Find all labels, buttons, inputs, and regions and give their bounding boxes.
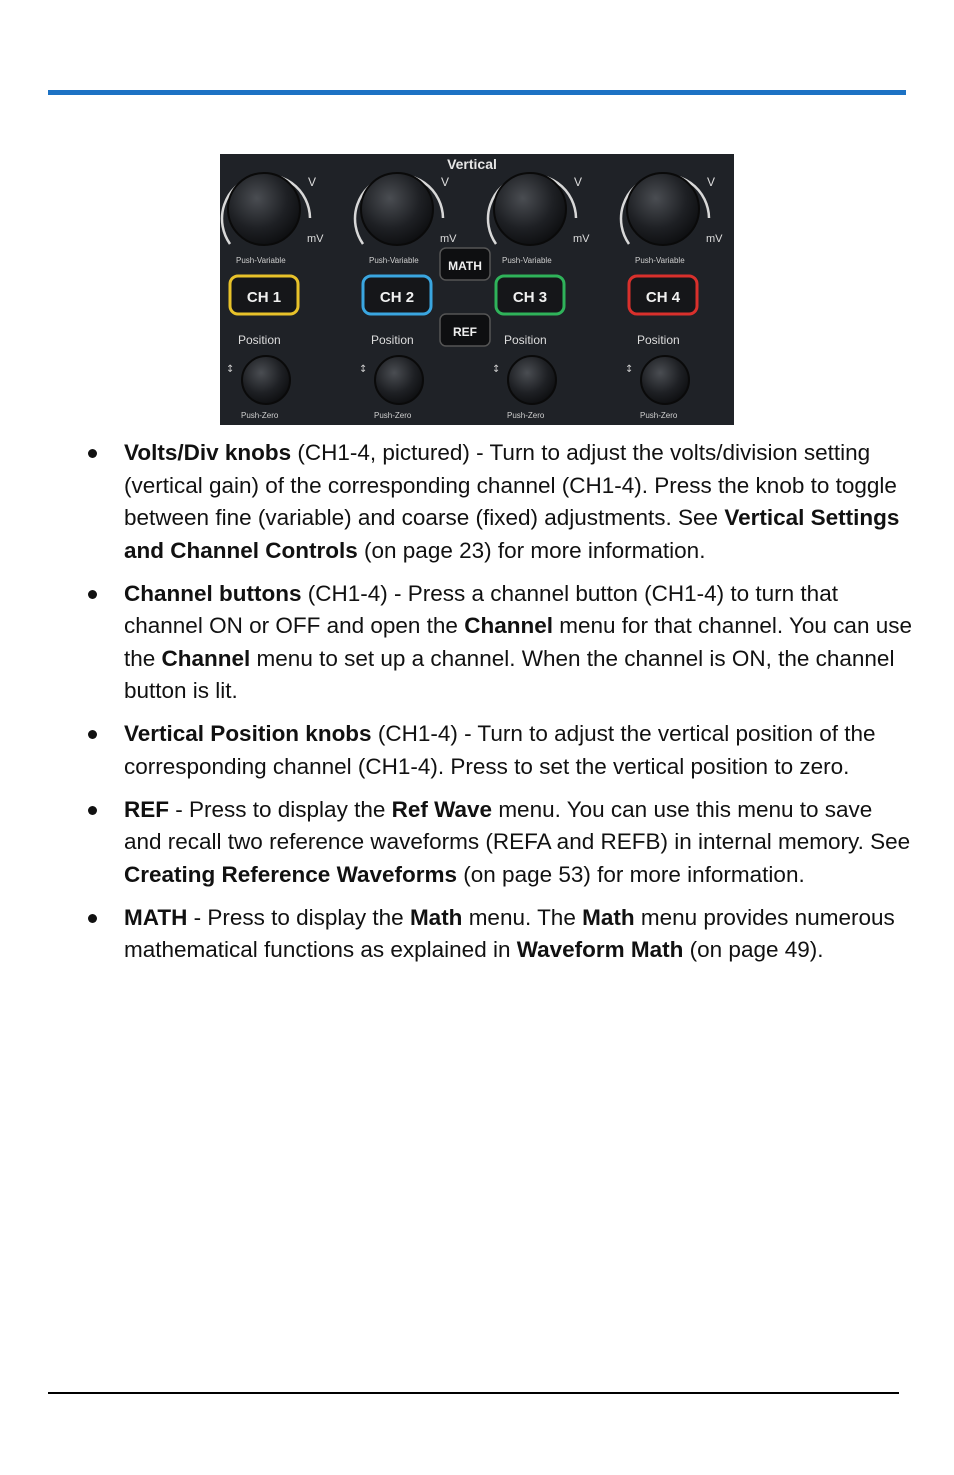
position-label: Position <box>371 333 414 347</box>
desc: - Press to display the <box>187 904 410 930</box>
menu-name: Math <box>582 904 635 930</box>
desc: menu. The <box>462 904 583 930</box>
mv-unit-label: mV <box>307 233 324 245</box>
bullet-icon <box>88 449 97 458</box>
vertical-controls-photo <box>220 154 734 425</box>
vertical-position-knob-ch2[interactable] <box>375 356 423 404</box>
push-zero-label: Push-Zero <box>507 411 545 420</box>
volts-div-knob-ch1[interactable] <box>228 173 300 245</box>
list-item-vertical-position <box>86 718 916 783</box>
header-rule <box>48 90 906 95</box>
mv-unit-label: mV <box>706 233 723 245</box>
v-unit-label: V <box>441 175 450 189</box>
footer-rule <box>48 1392 899 1394</box>
desc: menu for that channel. You can use the <box>124 613 912 671</box>
desc: (on page 53) for more information. <box>457 861 805 887</box>
desc: menu to set up a channel. When the channel is ON, the channel button is lit. <box>124 645 895 703</box>
v-unit-label: V <box>308 175 317 189</box>
vertical-position-knob-ch3[interactable] <box>508 356 556 404</box>
push-zero-label: Push-Zero <box>241 411 279 420</box>
position-label: Position <box>637 333 680 347</box>
term: REF <box>124 796 169 822</box>
ch3-button-label: CH 3 <box>512 289 548 306</box>
list-item-ref <box>86 794 916 892</box>
menu-name: Channel <box>161 645 251 671</box>
xref: Waveform Math <box>516 937 684 962</box>
term: Volts/Div knobs <box>124 440 292 465</box>
desc: (CH1-4, pictured) - Turn to adjust the volts/division setting (vertical gain) of the corresponding channel (CH1-4). Press the knob to toggle between fine (variable) and coarse (fixed) adjustments. See <box>124 440 897 530</box>
term: Vertical Position knobs <box>124 721 372 746</box>
position-label: Position <box>504 333 547 347</box>
desc: (on page 23) for more information. <box>357 537 706 563</box>
term: Channel buttons <box>124 580 302 606</box>
list-item-volts-div <box>86 437 916 567</box>
ref-button-label: REF <box>453 325 477 339</box>
push-zero-label: Push-Zero <box>374 411 412 420</box>
position-label: Position <box>238 333 281 347</box>
menu-name: Channel <box>464 613 553 638</box>
list-item-channel-buttons <box>86 578 916 708</box>
panel-header: Vertical <box>447 156 497 172</box>
ch2-button-label: CH 2 <box>379 289 415 306</box>
menu-name: Math <box>409 904 463 930</box>
desc: - Press to display the <box>169 796 392 822</box>
desc: menu provides numerous mathematical functions as explained in <box>124 904 895 962</box>
ch4-button-label: CH 4 <box>645 289 681 306</box>
desc: (CH1-4) - Turn to adjust the vertical position of the corresponding channel (CH1-4). Press to set the vertical position to zero. <box>124 721 876 779</box>
position-arrows-icon: ↕ <box>359 364 368 375</box>
position-arrows-icon: ↕ <box>226 364 235 375</box>
bullet-icon <box>88 590 97 599</box>
bullet-icon <box>88 914 97 923</box>
xref: Vertical Settings and Channel Controls <box>124 505 900 563</box>
bullet-icon <box>88 806 97 815</box>
vertical-position-knob-ch4[interactable] <box>641 356 689 404</box>
position-arrows-icon: ↕ <box>625 364 634 375</box>
term: MATH <box>124 904 188 930</box>
mv-unit-label: mV <box>573 233 590 245</box>
v-unit-label: V <box>707 175 716 189</box>
vertical-position-knob-ch1[interactable] <box>242 356 290 404</box>
position-arrows-icon: ↕ <box>492 364 501 375</box>
volts-div-knob-ch4[interactable] <box>627 173 699 245</box>
desc: menu. You can use this menu to save and recall two reference waveforms (REFA and REFB) in internal memory. See <box>124 796 911 854</box>
push-variable-label: Push-Variable <box>502 256 552 265</box>
controls-description-list <box>86 437 916 977</box>
menu-name: Ref Wave <box>391 796 493 822</box>
v-unit-label: V <box>574 175 583 189</box>
push-variable-label: Push-Variable <box>369 256 419 265</box>
push-variable-label: Push-Variable <box>236 256 286 265</box>
bullet-icon <box>88 730 97 739</box>
mv-unit-label: mV <box>440 233 457 245</box>
volts-div-knob-ch2[interactable] <box>361 173 433 245</box>
volts-div-knob-ch3[interactable] <box>494 173 566 245</box>
push-variable-label: Push-Variable <box>635 256 685 265</box>
desc: (on page 49). <box>683 937 824 962</box>
list-item-math <box>86 902 916 967</box>
desc: (CH1-4) - Press a channel button (CH1-4) to turn that channel ON or OFF and open the <box>124 580 838 638</box>
math-button-label: MATH <box>448 259 482 273</box>
push-zero-label: Push-Zero <box>640 411 678 420</box>
xref: Creating Reference Waveforms <box>124 861 458 887</box>
ch1-button-label: CH 1 <box>246 289 282 306</box>
